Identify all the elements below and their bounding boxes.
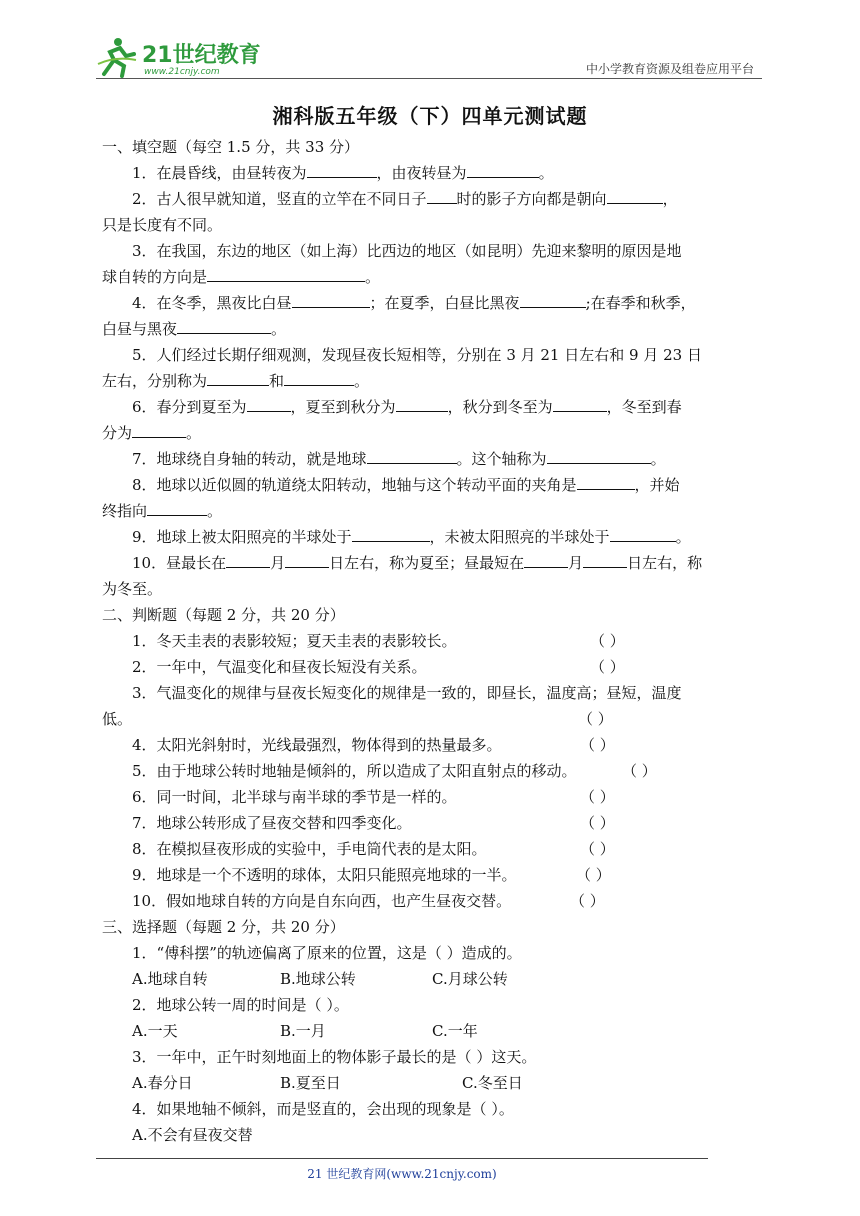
answer-blank[interactable] xyxy=(307,160,377,178)
tf-q7: 7．地球公转形成了昼夜交替和四季变化。 （ ） xyxy=(102,810,764,836)
option-a[interactable]: A.地球自转 xyxy=(132,970,208,988)
mc-q3-options xyxy=(102,1070,764,1096)
answer-paren[interactable]: （ ） xyxy=(580,736,615,754)
fill-q9: 9．地球上被太阳照亮的半球处于 ，未被太阳照亮的半球处于 。 xyxy=(102,524,764,550)
option-c[interactable]: C.一年 xyxy=(432,1022,478,1040)
option-b[interactable]: B.一月 xyxy=(280,1022,326,1040)
section-heading-fill-blank: 一、填空题（每空 1.5 分，共 33 分） xyxy=(102,138,360,156)
fill-q10: 10．昼最长在 月 日左右，称为夏至；昼最短在 月 日左右，称 xyxy=(102,550,764,576)
fill-q3: 3．在我国，东边的地区（如上海）比西边的地区（如昆明）先迎来黎明的原因是地 xyxy=(132,242,682,260)
answer-blank[interactable] xyxy=(367,446,457,464)
header-platform-text: 中小学教育资源及组卷应用平台 xyxy=(585,62,754,76)
section-heading-multiple-choice: 三、选择题（每题 2 分，共 20 分） xyxy=(102,918,345,936)
answer-blank[interactable] xyxy=(583,550,627,568)
answer-blank[interactable] xyxy=(147,498,207,516)
answer-blank[interactable] xyxy=(467,160,539,178)
tf-q4: 4．太阳光斜射时，光线最强烈，物体得到的热量最多。 （ ） xyxy=(102,732,764,758)
section-heading-true-false: 二、判断题（每题 2 分，共 20 分） xyxy=(102,606,345,624)
mc-q3: 3．一年中，正午时刻地面上的物体影子最长的是（ ）这天。 xyxy=(132,1048,537,1066)
fill-q4: 4．在冬季，黑夜比白昼 ；在夏季，白昼比黑夜 ;在春季和秋季， xyxy=(102,290,764,316)
answer-paren[interactable]: （ ） xyxy=(576,866,611,884)
option-a[interactable]: A.春分日 xyxy=(132,1074,193,1092)
fill-q10-cont: 为冬至。 xyxy=(102,580,163,598)
tf-q3: 3．气温变化的规律与昼夜长短变化的规律是一致的，即昼长，温度高；昼短，温度 xyxy=(132,684,682,702)
mc-q4: 4．如果地轴不倾斜，而是竖直的，会出现的现象是（ ）。 xyxy=(132,1100,514,1118)
answer-paren[interactable]: （ ） xyxy=(580,788,615,806)
answer-paren[interactable]: （ ） xyxy=(622,762,657,780)
logo-text: 21世纪教育 xyxy=(142,43,261,68)
header-divider xyxy=(96,78,762,79)
page-header xyxy=(96,34,762,78)
tf-q10: 10．假如地球自转的方向是自东向西，也产生昼夜交替。 （ ） xyxy=(102,888,764,914)
answer-blank[interactable] xyxy=(292,290,370,308)
answer-paren[interactable]: （ ） xyxy=(590,632,625,650)
option-c[interactable]: C.月球公转 xyxy=(432,970,508,988)
mc-q2: 2．地球公转一周的时间是（ ）。 xyxy=(132,996,349,1014)
option-b[interactable]: B.夏至日 xyxy=(280,1074,341,1092)
answer-blank[interactable] xyxy=(577,472,635,490)
site-logo xyxy=(96,34,266,78)
answer-blank[interactable] xyxy=(607,186,663,204)
mc-q4-options xyxy=(102,1122,764,1148)
page-title: 湘科版五年级（下）四单元测试题 xyxy=(272,104,588,128)
fill-q2-cont: 只是长度有不同。 xyxy=(102,216,223,234)
tf-q1: 1．冬天圭表的表影较短；夏天圭表的表影较长。 （ ） xyxy=(102,628,764,654)
answer-blank[interactable] xyxy=(247,394,291,412)
answer-blank[interactable] xyxy=(177,316,271,334)
mc-q1-options xyxy=(102,966,764,992)
answer-blank[interactable] xyxy=(553,394,607,412)
answer-blank[interactable] xyxy=(396,394,448,412)
tf-q9: 9．地球是一个不透明的球体，太阳只能照亮地球的一半。 （ ） xyxy=(102,862,764,888)
tf-q2: 2．一年中，气温变化和昼夜长短没有关系。 （ ） xyxy=(102,654,764,680)
fill-q6: 6．春分到夏至为 ，夏至到秋分为 ，秋分到冬至为 ，冬至到春 xyxy=(102,394,764,420)
answer-blank[interactable] xyxy=(547,446,651,464)
answer-paren[interactable]: （ ） xyxy=(590,658,625,676)
fill-q8-cont: 终指向 。 xyxy=(102,498,764,524)
tf-q3-cont: 低。 （ ） xyxy=(102,706,764,732)
fill-q1: 1．在晨昏线，由昼转夜为 ，由夜转昼为 。 xyxy=(102,160,764,186)
exam-content xyxy=(102,134,764,1148)
runner-icon xyxy=(98,38,136,76)
tf-q5: 5．由于地球公转时地轴是倾斜的，所以造成了太阳直射点的移动。 （ ） xyxy=(102,758,764,784)
footer-divider xyxy=(96,1158,708,1159)
answer-paren[interactable]: （ ） xyxy=(580,840,615,858)
option-a[interactable]: A.不会有昼夜交替 xyxy=(132,1126,253,1144)
fill-q3-cont: 球自转的方向是 。 xyxy=(102,264,764,290)
fill-q7: 7．地球绕自身轴的转动，就是地球 。这个轴称为 。 xyxy=(102,446,764,472)
option-b[interactable]: B.地球公转 xyxy=(280,970,356,988)
fill-q6-cont: 分为 。 xyxy=(102,420,764,446)
answer-blank[interactable] xyxy=(207,368,269,386)
fill-q5: 5．人们经过长期仔细观测，发现昼夜长短相等，分别在 3 月 21 日左右和 9 月 23 日 xyxy=(132,346,702,364)
answer-blank[interactable] xyxy=(285,550,329,568)
answer-paren[interactable]: （ ） xyxy=(570,892,605,910)
option-c[interactable]: C.冬至日 xyxy=(462,1074,523,1092)
answer-blank[interactable] xyxy=(524,550,568,568)
fill-q2: 2．古人很早就知道，竖直的立竿在不同日子 时的影子方向都是朝向 ， xyxy=(102,186,764,212)
answer-paren[interactable]: （ ） xyxy=(578,710,613,728)
answer-blank[interactable] xyxy=(207,264,365,282)
answer-blank[interactable] xyxy=(610,524,676,542)
tf-q6: 6．同一时间，北半球与南半球的季节是一样的。 （ ） xyxy=(102,784,764,810)
answer-blank[interactable] xyxy=(520,290,586,308)
answer-blank[interactable] xyxy=(226,550,270,568)
mc-q1: 1．“傅科摆”的轨迹偏离了原来的位置，这是（ ）造成的。 xyxy=(132,944,522,962)
option-a[interactable]: A.一天 xyxy=(132,1022,178,1040)
answer-blank[interactable] xyxy=(352,524,430,542)
fill-q5-cont: 左右，分别称为 和 。 xyxy=(102,368,764,394)
answer-blank[interactable] xyxy=(284,368,354,386)
page-footer: 21 世纪教育网(www.21cnjy.com) xyxy=(307,1167,497,1181)
fill-q4-cont: 白昼与黑夜 。 xyxy=(102,316,764,342)
answer-paren[interactable]: （ ） xyxy=(580,814,615,832)
answer-blank[interactable] xyxy=(132,420,186,438)
tf-q8: 8．在模拟昼夜形成的实验中，手电筒代表的是太阳。 （ ） xyxy=(102,836,764,862)
mc-q2-options xyxy=(102,1018,764,1044)
answer-blank[interactable] xyxy=(427,186,457,204)
logo-url: www.21cnjy.com xyxy=(144,67,220,77)
fill-q8: 8．地球以近似圆的轨道绕太阳转动，地轴与这个转动平面的夹角是 ，并始 xyxy=(102,472,764,498)
